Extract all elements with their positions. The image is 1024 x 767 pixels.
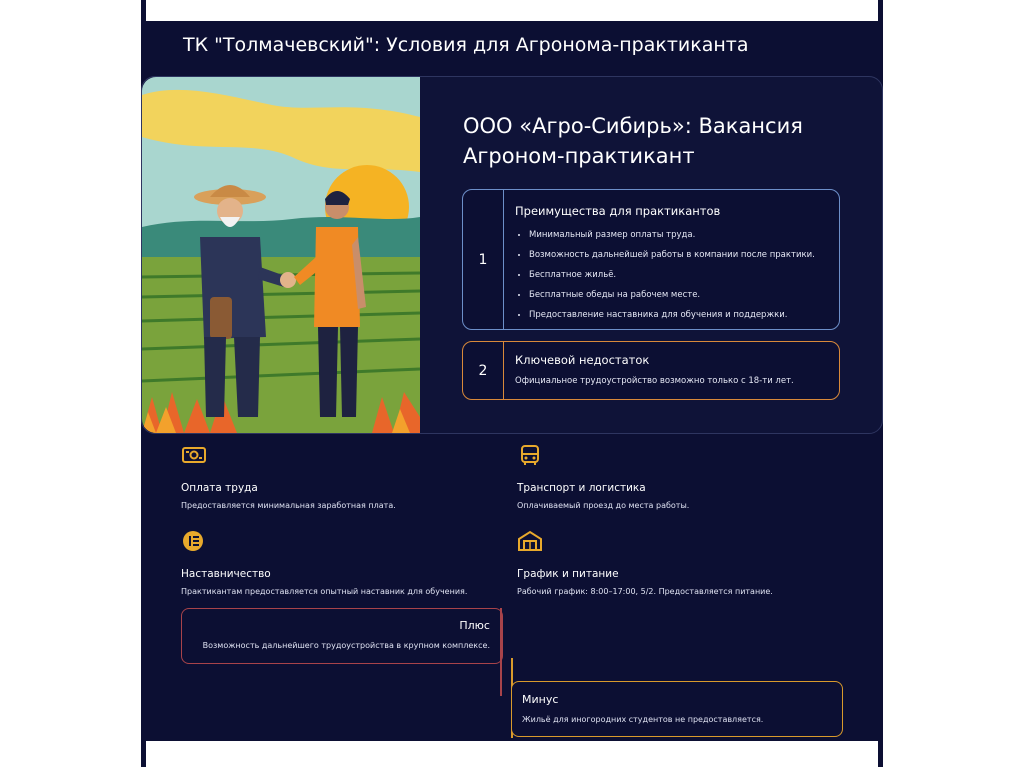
schedule-icon [517, 530, 543, 552]
minus-text: Жильё для иногородних студентов не предоставляется. [522, 715, 764, 724]
minus-title: Минус [522, 693, 559, 706]
feature-title: Транспорт и логистика [517, 482, 646, 494]
advantages-list [515, 225, 831, 325]
farmers-handshake-illustration [142, 77, 420, 433]
drawback-heading: Ключевой недостаток [515, 353, 650, 367]
advantages-number: 1 [463, 190, 504, 329]
feature-text: Рабочий график: 8:00–17:00, 5/2. Предоставляется питание. [517, 587, 773, 596]
presentation-slide [141, 24, 883, 738]
feature-pay [181, 444, 501, 510]
drawback-text: Официальное трудоустройство возможно только с 18-ти лет. [515, 376, 794, 386]
advantages-heading: Преимущества для практикантов [515, 204, 721, 218]
list-item: • Возможность дальнейшей работы в компании после практики. [529, 245, 831, 265]
vacancy-title [463, 111, 863, 171]
advantages-box [462, 189, 840, 330]
feature-text: Оплачиваемый проезд до места работы. [517, 501, 690, 510]
plus-connector [500, 608, 502, 696]
feature-mentor [181, 530, 501, 596]
bottom-border [141, 738, 883, 767]
feature-text: Практикантам предоставляется опытный наставник для обучения. [181, 587, 468, 596]
plus-box [181, 608, 503, 664]
vacancy-card [141, 76, 883, 434]
vacancy-title-line2: Агроном-практикант [463, 144, 695, 168]
feature-schedule [517, 530, 837, 596]
vacancy-title-line1: ООО «Агро-Сибирь»: Вакансия [463, 114, 803, 138]
list-item: • Предоставление наставника для обучения и поддержки. [529, 305, 831, 325]
feature-text: Предоставляется минимальная заработная плата. [181, 501, 396, 510]
bus-icon [517, 444, 543, 466]
list-item: • Бесплатное жильё. [529, 265, 831, 285]
list-item: • Бесплатные обеды на рабочем месте. [529, 285, 831, 305]
drawback-number: 2 [463, 342, 504, 399]
list-item: • Минимальный размер оплаты труда. [529, 225, 831, 245]
mentor-icon [181, 530, 207, 552]
feature-title: График и питание [517, 568, 619, 580]
plus-title: Плюс [459, 619, 490, 632]
money-icon [181, 444, 207, 466]
plus-text: Возможность дальнейшего трудоустройства в крупном комплексе. [202, 641, 490, 650]
feature-title: Наставничество [181, 568, 271, 580]
drawback-box [462, 341, 840, 400]
feature-title: Оплата труда [181, 482, 258, 494]
feature-transport [517, 444, 837, 510]
slide-title: ТК "Толмачевский": Условия для Агронома-практиканта [183, 34, 749, 56]
minus-box [511, 681, 843, 737]
top-border [141, 0, 883, 24]
